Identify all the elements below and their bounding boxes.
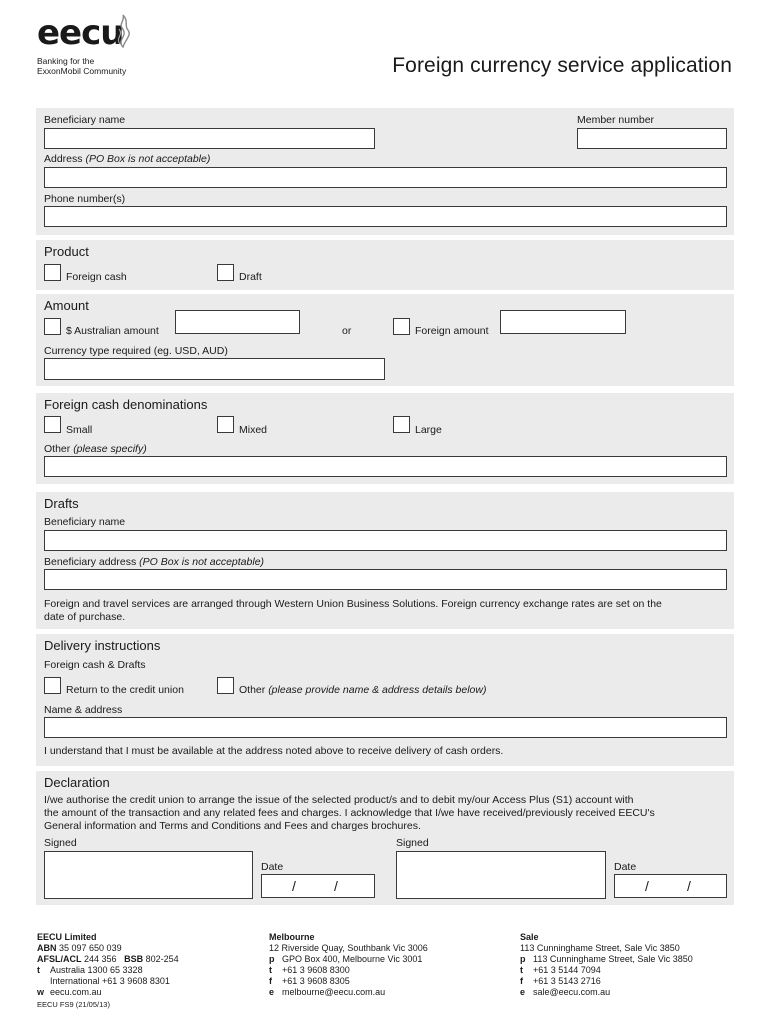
amount-section <box>36 294 734 386</box>
draft-label: Draft <box>239 271 262 283</box>
footer-company: EECU Limited ABN 35 097 650 039 AFSL/ACL 244 356 BSB 802-254 t Australia 1300 65 3328 International +61 3 9608 8301 w eecu.com.au <box>37 932 179 997</box>
currency-type-field[interactable] <box>44 358 385 380</box>
date-label-1: Date <box>261 861 284 873</box>
other-delivery-label: Other (please provide name & address details below) <box>239 684 487 696</box>
web-link[interactable]: eecu.com.au <box>50 987 102 997</box>
melbourne-email-link[interactable]: melbourne@eecu.com.au <box>282 987 386 997</box>
large-label: Large <box>415 424 442 436</box>
footer-melbourne: Melbourne 12 Riverside Quay, Southbank Vic 3006 p GPO Box 400, Melbourne Vic 3001 t +61 3 9608 8300 f +61 3 9608 8305 e melbourne@eecu.com.au <box>269 932 428 997</box>
beneficiary-name-field[interactable] <box>44 128 375 149</box>
declaration-text: I/we authorise the credit union to arrange the issue of the selected product/s and to debit my/our Access Plus (S1) account with the amount of the transaction and any related fees and charges. I acknowledge that I/we have received/previously received EECU's General information and Terms and Conditions and Fees and charges brochures. <box>44 794 655 832</box>
signature-box-2[interactable] <box>396 851 606 899</box>
drafts-title: Drafts <box>44 496 79 511</box>
declaration-title: Declaration <box>44 775 110 790</box>
product-title: Product <box>44 244 89 259</box>
other-delivery-checkbox[interactable] <box>217 677 234 694</box>
member-number-field[interactable] <box>577 128 727 149</box>
foreign-amount-label: Foreign amount <box>415 325 489 337</box>
denominations-section <box>36 393 734 484</box>
logo-tagline: Banking for the ExxonMobil Community <box>37 56 127 76</box>
delivery-section <box>36 634 734 766</box>
delivery-title: Delivery instructions <box>44 638 161 653</box>
applicant-section <box>36 108 734 235</box>
denominations-title: Foreign cash denominations <box>44 397 208 412</box>
page-title: Foreign currency service application <box>392 54 732 77</box>
return-credit-union-label: Return to the credit union <box>66 684 184 696</box>
name-address-field[interactable] <box>44 717 727 738</box>
name-address-label: Name & address <box>44 704 123 716</box>
return-credit-union-checkbox[interactable] <box>44 677 61 694</box>
signed-label-1: Signed <box>44 837 77 849</box>
sale-email-link[interactable]: sale@eecu.com.au <box>533 987 611 997</box>
address-label: Address (PO Box is not acceptable) <box>44 153 211 165</box>
amount-title: Amount <box>44 298 89 313</box>
phone-label: Phone number(s) <box>44 193 126 205</box>
aud-amount-field[interactable] <box>175 310 300 334</box>
foreign-amount-checkbox[interactable] <box>393 318 410 335</box>
address-field[interactable] <box>44 167 727 188</box>
flame-icon <box>113 14 133 48</box>
small-checkbox[interactable] <box>44 416 61 433</box>
or-label: or <box>342 325 352 337</box>
draft-beneficiary-address-field[interactable] <box>44 569 727 590</box>
foreign-cash-label: Foreign cash <box>66 271 127 283</box>
logo <box>37 13 127 76</box>
logo-wordmark: eecu <box>37 13 124 53</box>
date-label-2: Date <box>614 861 637 873</box>
declaration-section <box>36 771 734 905</box>
currency-type-label: Currency type required (eg. USD, AUD) <box>44 345 228 357</box>
large-checkbox[interactable] <box>393 416 410 433</box>
mixed-checkbox[interactable] <box>217 416 234 433</box>
beneficiary-name-label: Beneficiary name <box>44 114 126 126</box>
signed-label-2: Signed <box>396 837 429 849</box>
product-section <box>36 240 734 290</box>
draft-checkbox[interactable] <box>217 264 234 281</box>
date-field-2[interactable]: / / <box>614 874 727 898</box>
form-code: EECU FS9 (21/05/13) <box>37 1000 110 1009</box>
small-label: Small <box>66 424 93 436</box>
mixed-label: Mixed <box>239 424 268 436</box>
footer-sale: Sale 113 Cunninghame Street, Sale Vic 3850 p 113 Cunninghame Street, Sale Vic 3850 t +61 3 5144 7094 f +61 3 5143 2716 e sale@eecu.com.au <box>520 932 693 997</box>
signature-box-1[interactable] <box>44 851 253 899</box>
other-denomination-label: Other (please specify) <box>44 443 147 455</box>
aud-amount-label: $ Australian amount <box>66 325 159 337</box>
phone-field[interactable] <box>44 206 727 227</box>
draft-beneficiary-address-label: Beneficiary address (PO Box is not acceptable) <box>44 556 265 568</box>
member-number-label: Member number <box>577 114 655 126</box>
foreign-amount-field[interactable] <box>500 310 626 334</box>
delivery-subtitle: Foreign cash & Drafts <box>44 659 146 671</box>
other-denomination-field[interactable] <box>44 456 727 477</box>
draft-beneficiary-name-field[interactable] <box>44 530 727 551</box>
date-field-1[interactable]: / / <box>261 874 375 898</box>
aud-amount-checkbox[interactable] <box>44 318 61 335</box>
drafts-notice: Foreign and travel services are arranged through Western Union Business Solutions. Foreign currency exchange rates are set on the date of purchase. <box>44 598 662 623</box>
drafts-section <box>36 492 734 629</box>
foreign-cash-checkbox[interactable] <box>44 264 61 281</box>
delivery-notice: I understand that I must be available at the address noted above to receive delivery of cash orders. <box>44 745 504 757</box>
draft-beneficiary-name-label: Beneficiary name <box>44 516 126 528</box>
